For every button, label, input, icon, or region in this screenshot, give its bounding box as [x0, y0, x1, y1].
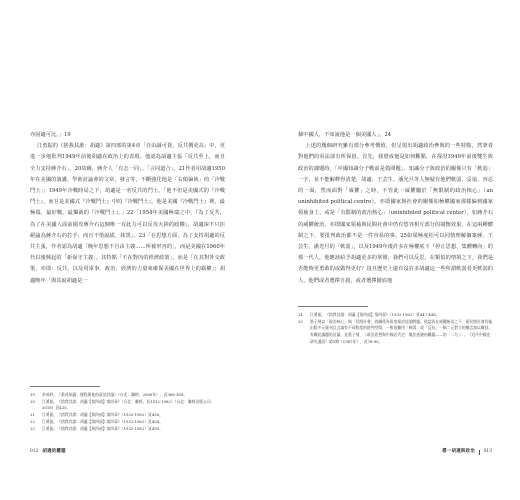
running-title: 導一胡適與政治	[442, 449, 476, 454]
footnote-number: 21	[30, 412, 35, 418]
footnote-number: 22	[30, 418, 35, 424]
footer-separator	[479, 450, 480, 455]
right-body-text: 個中國人，不如說他是一個美國人」。24 上述的幾個研究雖有部分參考價值，但呈現出胡適政治參與的一些特點，然筆者對他們的看法卻有所保留。首先，我覺成他是如何斷點，在探討1949年前後雙生與政治的課題時，「中國知識分子戰前是偽問題」。知識分子與政治的關係只有「軟弱」一字，並不能解釋得清楚，胡適、王芸生、潘光旦等人無疑有他們軟弱、妥協、容忍的一面，然而面對「威權」之時，不管此一威權屬於「無限制的政治核心」（an uninhibited political centre）。亦即國家與社會的關係如極權國家那樣偏到國家領袖身上，或是「有限制的政治核心」（uninhibited political center），如蔣介石的威權統治。亦即國家領袖與民間社會中仍有悠容相互部分的制衡效果，在這兩種體制之下，要批判政治都不是一件容易的事。25如果極度松可以同情理解個案蔣、王芸生、潘光旦的「軟弱」，以及1949年後許多在極權底下「停止思想、集體轉向」的那一代人，他應該給予胡適更多的掌聲，我們可以反思，在類似的情境之下，我們是否能夠更勇敢的或做得更好？沒且歷史上還有沒許多胡適這一些所謂軟弱者更軟弱的人，他們或者選擇自殺，或者選擇徹底地	[298, 132, 493, 284]
footnote-number: 24	[298, 312, 303, 317]
footnote-text: 江勇振，《捨我其誰：胡適【第四部】第四章》（1932-1962）頁447-448。	[310, 312, 440, 317]
footnote-text: 余英時，《重尋胡適：歷程與他的政治評論》（台北：聯經，2006年），頁368-369。	[42, 392, 188, 397]
footnote-number: 19	[30, 392, 35, 397]
footnote-text: 墨子刻以「政治核心」與「民間社會」的關係為角度探討這個問題。他認為在威權統治之下，兩民間社會仍能出版多元報刊且言論有不同程度的批判空間，一般很難用「軟弱」或「反抗」一類二元對立的概念加以概括。有關此議題的討論，見墨子刻，〈政治思想與中國近代史：無法逃避的難題——的「二分」〉，《近代中國史研究通訊》第5期（1987年），頁76-90。	[310, 318, 493, 344]
footnote	[30, 399, 225, 412]
footnote	[30, 412, 225, 419]
left-footnotes	[30, 392, 225, 432]
left-footnote-rule	[30, 386, 100, 387]
right-page-footer	[442, 449, 492, 455]
footnote	[298, 319, 493, 346]
footnote-number: 23	[30, 425, 35, 431]
right-footnote-rule	[298, 306, 368, 307]
footnote-text: 江勇振，《捨我其誰：胡適【第四部】第四章》（1932-1962）頁499。	[42, 425, 163, 431]
footnote	[30, 419, 225, 426]
footnote-text: 江勇振，《捨我其誰：胡適【第四部】第四章》（1932-1962）頁436。	[42, 412, 163, 418]
running-title: 胡適的難題	[42, 449, 66, 454]
right-page	[260, 0, 520, 500]
footnote	[30, 426, 225, 433]
page-number: 013	[483, 449, 492, 454]
footnote-number: 20	[30, 398, 35, 404]
footnote-text: 江勇振，《捨我其誰：胡適【第四部】第四章》（台北：聯經，頁1932-1962）（台北：聯經出版公司，2018）頁435。	[42, 398, 215, 411]
left-page-footer	[30, 449, 66, 455]
footnote-number: 25	[298, 318, 303, 324]
page-number: 012	[30, 449, 39, 454]
footnote	[30, 392, 225, 399]
footnote-text: 江勇振，《捨我其誰：胡適【第四部】第四章》（1932-1962）頁454。	[42, 418, 163, 424]
right-footnotes	[298, 312, 493, 346]
footnote	[298, 312, 493, 319]
left-body-text: 亦固適可比。」19 江勇振的《捨我其誰：胡適》第四部的第4章「自由誠可貴，反共價更高」中，更進一步地批判1949年前後胡適在政治上的表現。他認為胡適主張「反共至上，而且全力支持蔣介石」。20故稱，蔣介人「有志一同」。「言同道合」。21作者用胡適1950年在美國的演講、學術討論會的文章，發言等，不斷強化他是「右傾偏執」的「冷戰鬥士」；1949年冷戰時局之下，胡適是一名反共的鬥士。「他不但是美國式的『冷戰鬥士』，而且是美國式『冷戰鬥士』中的『冷戰鬥士』。他是美國『冷戰鬥士』裡，最極端、最好戰，最獨裁的『冷戰鬥士』。」22「1954年美國極端之中，『為了反共，為了在美國人面前圍攻蔣介石這個唯一有此力可以反攻大陸的政權』，胡適深不只拒絕論為蔣介石的打手，而且不惜說謊、抹黑」。23「在思想方面，為了支持胡適的反共主張，作者認為胡適「晚年思想不自由主義……所被形容的」，而是美國在1960年代以後興起的「新保守主義」。其特點「不在對內的經濟政策」，而是「在其對外交政策，亦即：反共，以及用軍事、政治、經濟的力量來確保美國在世界上的霸權」；胡適晚年「與其說胡適是一	[30, 132, 225, 284]
